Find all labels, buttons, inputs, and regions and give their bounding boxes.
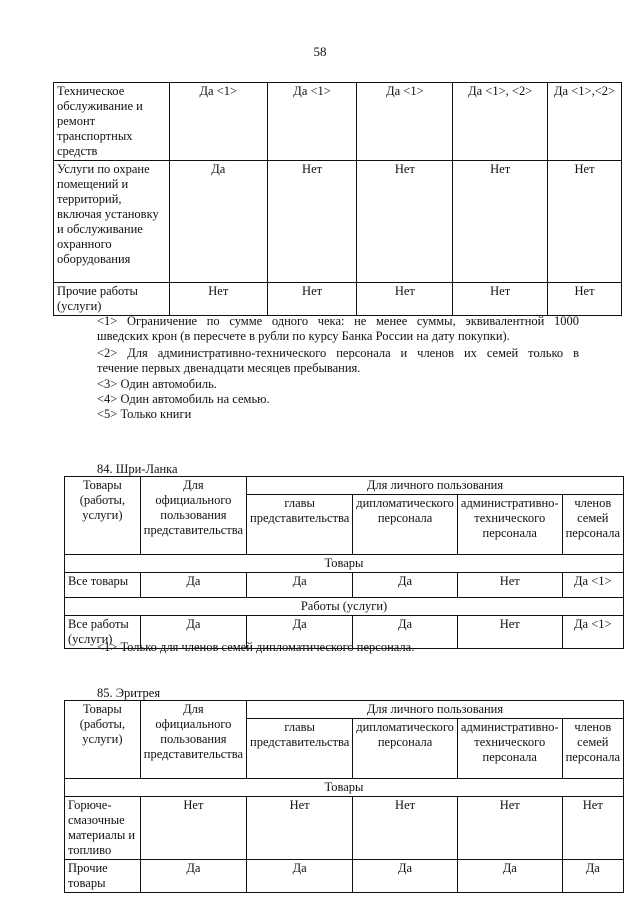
- table-cell: Нет: [140, 797, 246, 860]
- footnote-1-line-2: шведских крон (в пересчете в рубли по курсу Банка России на дату покупки).: [97, 329, 510, 343]
- table-header-row: [65, 477, 624, 495]
- table-cell: Нет: [353, 797, 458, 860]
- table-cell: Нет: [453, 161, 548, 283]
- table-cell: Да <1>,<2>: [548, 83, 622, 161]
- header-official-use: Для официального пользования представительства: [140, 477, 246, 555]
- header-goods: Товары (работы, услуги): [65, 477, 141, 555]
- table-cell: Да: [140, 616, 246, 649]
- table-subheader: [65, 779, 624, 797]
- table-cell: Да: [353, 573, 458, 598]
- table-subheader: [65, 555, 624, 573]
- table-cell: Да <1>: [169, 83, 267, 161]
- section-title-eritrea: 85. Эритрея: [97, 686, 161, 700]
- footnote-4: <4> Один автомобиль на семью.: [97, 392, 270, 406]
- table-continuation: [53, 82, 622, 316]
- header-family: членов семей персонала: [562, 495, 623, 555]
- table-row: [54, 83, 622, 161]
- header-diplomatic: дипломатического персонала: [353, 719, 458, 779]
- table-cell: Да <1>: [562, 616, 623, 649]
- table-cell: Да <1>, <2>: [453, 83, 548, 161]
- row-label: Техническое обслуживание и ремонт транспортных средств: [54, 83, 170, 161]
- subheader-works: Работы (услуги): [65, 598, 624, 616]
- footnote-2-line-2: течение первых двенадцати месяцев пребывания.: [97, 361, 361, 375]
- subheader-goods: Товары: [65, 555, 624, 573]
- table-cell: Да <1>: [267, 83, 357, 161]
- table-cell: Нет: [169, 283, 267, 316]
- table-header-row: [65, 701, 624, 719]
- table-cell: Да <1>: [357, 83, 453, 161]
- table-cell: Нет: [457, 616, 562, 649]
- table-row: [65, 573, 624, 598]
- page-number: 58: [313, 44, 327, 59]
- footnote-2-line-1: <2> Для административно-технического персонала и членов их семей только в: [97, 346, 579, 360]
- table-cell: Да: [140, 860, 246, 893]
- table-row: [65, 797, 624, 860]
- header-head: главы представительства: [247, 719, 353, 779]
- table-cell: Нет: [267, 161, 357, 283]
- table-cell: Да: [353, 860, 458, 893]
- section-title-sri-lanka: 84. Шри-Ланка: [97, 462, 178, 476]
- table-cell: Нет: [562, 797, 623, 860]
- row-label: Все работы (услуги): [65, 616, 141, 649]
- table-cell: Да <1>: [562, 573, 623, 598]
- footnote-1-line-1: <1> Ограничение по сумме одного чека: не менее суммы, эквивалентной 1000: [97, 314, 579, 328]
- footnote-sri-lanka: <1> Только для членов семей дипломатического персонала.: [97, 640, 415, 654]
- header-goods: Товары (работы, услуги): [65, 701, 141, 779]
- table-subheader: [65, 598, 624, 616]
- table-cell: Да: [247, 573, 353, 598]
- table-cell: Нет: [457, 573, 562, 598]
- header-diplomatic: дипломатического персонала: [353, 495, 458, 555]
- table-row: [54, 161, 622, 283]
- table-cell: Да: [562, 860, 623, 893]
- header-head: главы представительства: [247, 495, 353, 555]
- footnote-5: <5> Только книги: [97, 407, 192, 421]
- row-label: Прочие работы (услуги): [54, 283, 170, 316]
- table-cell: Да: [247, 616, 353, 649]
- row-label: Прочие товары: [65, 860, 141, 893]
- header-family: членов семей персонала: [562, 719, 623, 779]
- table-cell: Да: [353, 616, 458, 649]
- table-cell: Нет: [457, 797, 562, 860]
- table-cell: Да: [457, 860, 562, 893]
- header-admin: административно-технического персонала: [457, 719, 562, 779]
- table-sri-lanka: [64, 476, 624, 649]
- subheader-goods: Товары: [65, 779, 624, 797]
- header-admin: административно-технического персонала: [457, 495, 562, 555]
- table-row: [54, 283, 622, 316]
- row-label: Услуги по охране помещений и территорий, включая установку и обслуживание охранного оборудования: [54, 161, 170, 283]
- table-cell: Нет: [357, 283, 453, 316]
- table-cell: Нет: [247, 797, 353, 860]
- row-label: Все товары: [65, 573, 141, 598]
- footnote-3: <3> Один автомобиль.: [97, 377, 217, 391]
- table-cell: Нет: [548, 283, 622, 316]
- table-eritrea: [64, 700, 624, 893]
- header-official-use: Для официального пользования представительства: [140, 701, 246, 779]
- header-personal-use: Для личного пользования: [247, 477, 624, 495]
- table-row: [65, 860, 624, 893]
- header-personal-use: Для личного пользования: [247, 701, 624, 719]
- table-cell: Да: [140, 573, 246, 598]
- table-cell: Да: [247, 860, 353, 893]
- row-label: Горюче-смазочные материалы и топливо: [65, 797, 141, 860]
- table-cell: Нет: [357, 161, 453, 283]
- table-cell: Да: [169, 161, 267, 283]
- table-cell: Нет: [453, 283, 548, 316]
- table-cell: Нет: [548, 161, 622, 283]
- table-cell: Нет: [267, 283, 357, 316]
